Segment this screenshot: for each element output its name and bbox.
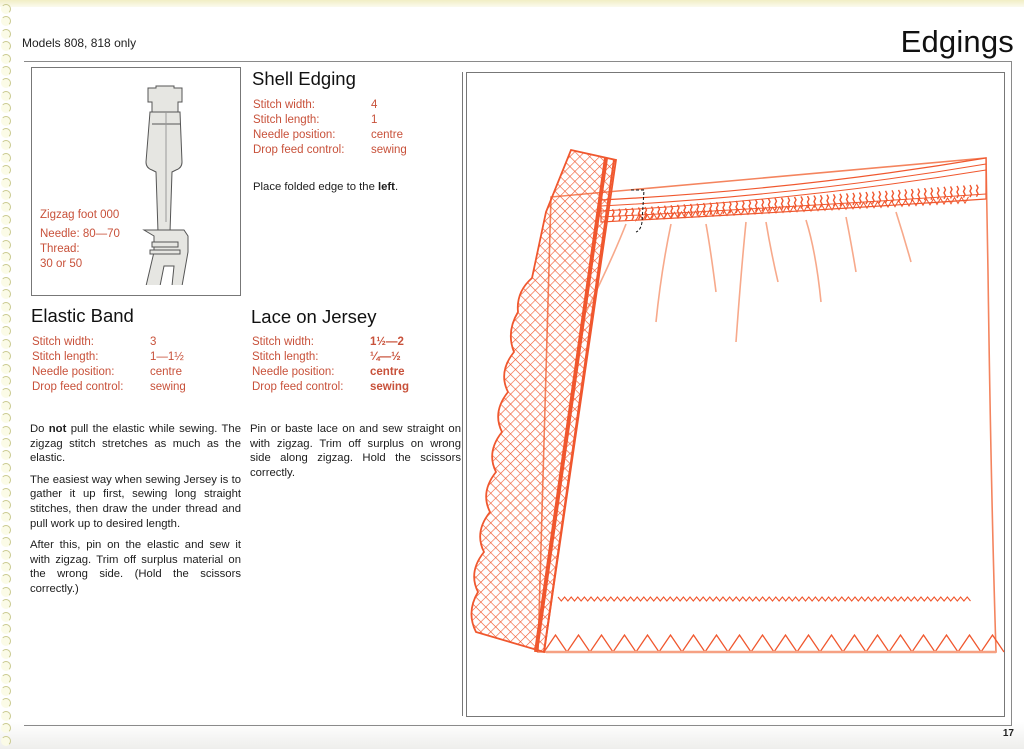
binding-ring — [1, 450, 11, 460]
binding-ring — [1, 215, 11, 225]
binding-ring — [1, 525, 11, 535]
binding-ring — [1, 723, 11, 733]
setting-label: Needle position: — [253, 129, 336, 141]
shell-edging-settings — [253, 98, 407, 158]
binding-ring — [1, 674, 11, 684]
setting-row — [253, 143, 407, 158]
binding-ring — [1, 264, 11, 274]
setting-label: Stitch length: — [253, 114, 320, 126]
setting-label: Needle position: — [32, 366, 115, 378]
setting-value: centre — [371, 129, 403, 141]
page-top-edge — [0, 0, 1024, 7]
paragraph: Pin or baste lace on and sew straight on with zigzag. Trim off surplus on wrong side along zigzag. Hold the scissors correctly. — [250, 423, 461, 479]
binding-ring — [1, 736, 11, 746]
binding-ring — [1, 54, 11, 64]
binding-ring — [1, 649, 11, 659]
binding-ring — [1, 500, 11, 510]
binding-ring — [1, 116, 11, 126]
foot-name: Zigzag foot 000 — [40, 209, 120, 221]
setting-label: Stitch length: — [252, 351, 319, 363]
page-bottom-edge — [0, 722, 1024, 749]
setting-label: Stitch width: — [252, 336, 314, 348]
setting-row — [253, 113, 407, 128]
binding-ring — [1, 512, 11, 522]
binding-ring — [1, 351, 11, 361]
shell-edging-title: Shell Edging — [252, 68, 356, 89]
setting-label: Drop feed control: — [32, 381, 124, 393]
setting-label: Stitch width: — [253, 99, 315, 111]
binding-ring — [1, 66, 11, 76]
setting-value: ¼—½ — [370, 351, 401, 363]
binding-ring — [1, 128, 11, 138]
setting-row — [253, 98, 407, 113]
note-text: . — [394, 181, 399, 193]
binding-ring — [1, 661, 11, 671]
paragraph — [30, 422, 241, 466]
binding-ring — [1, 686, 11, 696]
elastic-band-settings — [32, 335, 186, 395]
binding-ring — [1, 227, 11, 237]
note-text: Place folded edge to the — [253, 181, 378, 193]
setting-value: 3 — [150, 336, 157, 348]
binding-ring — [1, 91, 11, 101]
binding-ring — [1, 426, 11, 436]
column-divider — [462, 72, 463, 716]
setting-value: centre — [370, 366, 405, 378]
zigzag-foot-icon — [138, 80, 200, 285]
elastic-band-instructions — [30, 422, 241, 604]
setting-row — [32, 335, 186, 350]
setting-row — [32, 380, 186, 395]
binding-ring — [1, 103, 11, 113]
lace-on-jersey-settings — [252, 335, 409, 395]
binding-ring — [1, 388, 11, 398]
paragraph: After this, pin on the elastic and sew it with zigzag. Trim off surplus material on the wrong side. (Hold the scissors correctly.) — [30, 539, 241, 595]
page-number: 17 — [1002, 728, 1014, 739]
thread-label: Thread: — [40, 243, 80, 255]
binding-ring — [1, 240, 11, 250]
setting-value: centre — [150, 366, 182, 378]
setting-value: sewing — [371, 144, 407, 156]
lace-on-jersey-title: Lace on Jersey — [251, 306, 377, 327]
setting-value: sewing — [370, 381, 409, 393]
setting-label: Drop feed control: — [252, 381, 344, 393]
binding-ring — [1, 636, 11, 646]
presser-foot-info — [40, 208, 120, 272]
needle-size: Needle: 80—70 — [40, 228, 120, 240]
binding-ring — [1, 612, 11, 622]
setting-value: 1 — [371, 114, 378, 126]
binding-ring — [1, 339, 11, 349]
setting-label: Stitch width: — [32, 336, 94, 348]
shell-edging-note — [253, 180, 458, 195]
binding-ring — [1, 277, 11, 287]
binding-ring — [1, 41, 11, 51]
binding-ring — [1, 624, 11, 634]
binding-ring — [1, 140, 11, 150]
skirt-illustration — [466, 72, 1005, 717]
lace-on-jersey-instructions — [250, 422, 461, 487]
binding-ring — [1, 302, 11, 312]
binding-ring — [1, 190, 11, 200]
binding-ring — [1, 289, 11, 299]
binding-ring — [1, 153, 11, 163]
thread-value: 30 or 50 — [40, 258, 83, 270]
binding-ring — [1, 438, 11, 448]
binding-ring — [1, 29, 11, 39]
elastic-band-title: Elastic Band — [31, 305, 134, 326]
setting-row — [32, 365, 186, 380]
setting-label: Drop feed control: — [253, 144, 345, 156]
binding-ring — [1, 4, 11, 14]
page-title: Edgings — [900, 24, 1014, 59]
setting-row — [252, 365, 409, 380]
binding-ring — [1, 314, 11, 324]
setting-row — [252, 335, 409, 350]
spiral-binding — [0, 4, 14, 749]
binding-ring — [1, 562, 11, 572]
setting-label: Stitch length: — [32, 351, 99, 363]
setting-value: sewing — [150, 381, 186, 393]
binding-ring — [1, 463, 11, 473]
emphasis: not — [48, 423, 67, 435]
setting-row — [252, 380, 409, 395]
binding-ring — [1, 413, 11, 423]
setting-row — [253, 128, 407, 143]
binding-ring — [1, 178, 11, 188]
binding-ring — [1, 475, 11, 485]
binding-ring — [1, 711, 11, 721]
text: Do — [30, 423, 49, 435]
models-note: Models 808, 818 only — [22, 36, 137, 50]
binding-ring — [1, 326, 11, 336]
setting-row — [32, 350, 186, 365]
binding-ring — [1, 550, 11, 560]
binding-ring — [1, 488, 11, 498]
setting-label: Needle position: — [252, 366, 335, 378]
text: pull the elastic while sewing. The zigzag stitch stretches as much as the elastic. — [30, 423, 241, 465]
note-emphasis: left — [378, 181, 395, 193]
binding-ring — [1, 165, 11, 175]
setting-row — [252, 350, 409, 365]
binding-ring — [1, 574, 11, 584]
binding-ring — [1, 16, 11, 26]
setting-value: 1½—2 — [370, 336, 404, 348]
binding-ring — [1, 537, 11, 547]
binding-ring — [1, 252, 11, 262]
setting-value: 4 — [371, 99, 378, 111]
paragraph: The easiest way when sewing Jersey is to gather it up first, sewing long straight stitches, then draw the under thread and pull work up to desired length. — [30, 473, 241, 530]
binding-ring — [1, 401, 11, 411]
binding-ring — [1, 364, 11, 374]
binding-ring — [1, 202, 11, 212]
binding-ring — [1, 376, 11, 386]
binding-ring — [1, 599, 11, 609]
setting-value: 1—1½ — [150, 351, 184, 363]
binding-ring — [1, 698, 11, 708]
binding-ring — [1, 78, 11, 88]
binding-ring — [1, 587, 11, 597]
